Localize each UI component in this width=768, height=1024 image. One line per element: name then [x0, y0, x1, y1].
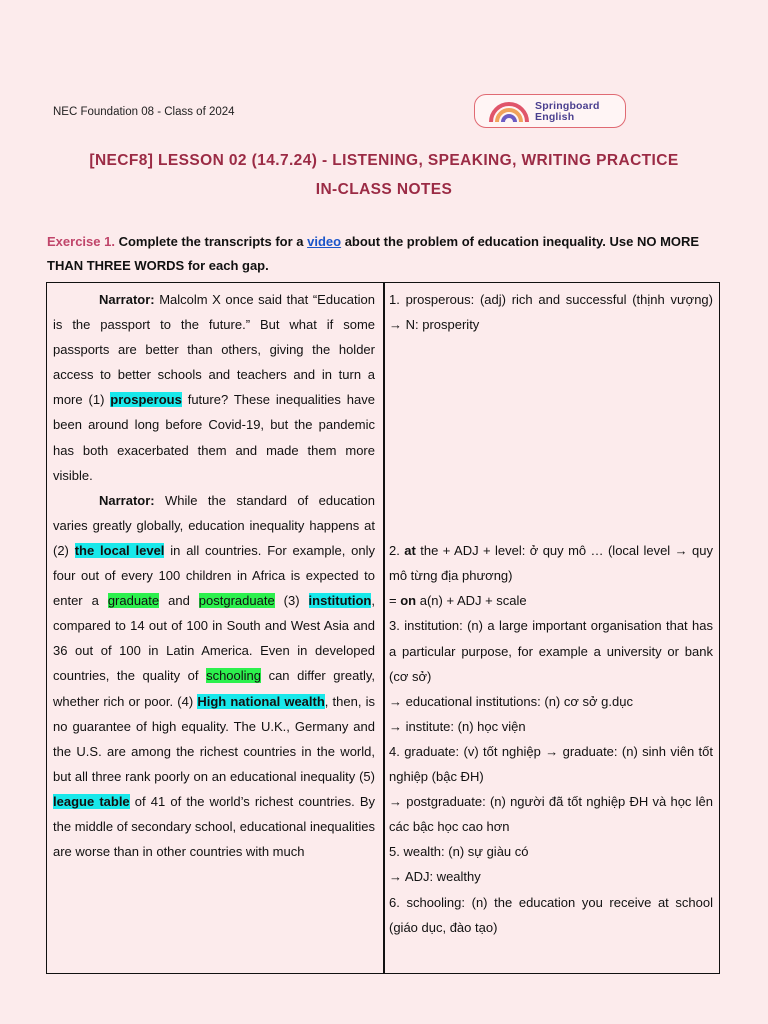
- transcript-text: in all countries. For example, only four out of every 100 children in Africa is expected to enter a: [53, 542, 375, 609]
- note-bold: at: [404, 543, 416, 559]
- note-4: 4. graduate: (v) tốt nghiệp → graduate: (n) sinh viên tốt nghiệp (bậc ĐH): [389, 743, 713, 785]
- exercise-text-2: about the problem of education inequality. Use NO MORE THAN THREE WORDS for each gap.: [47, 234, 700, 273]
- answer-4: High national wealth: [197, 693, 325, 709]
- highlight-postgraduate: postgraduate: [198, 593, 275, 609]
- transcript-paragraph-1: [53, 287, 375, 488]
- speaker-label: Narrator:: [99, 292, 155, 307]
- transcript-paragraph-2: [53, 488, 375, 864]
- notes-table: [46, 282, 720, 974]
- notes-spacer: [389, 337, 713, 538]
- speaker-label: Narrator:: [99, 492, 155, 508]
- column-divider: [383, 283, 385, 973]
- answer-5: league table: [53, 793, 130, 809]
- transcript-text: , then, is no guarantee of high equality. The U.K., Germany and the U.S. are among the richest countries in the world, but all three rank poorly on an educational inequality (5): [53, 693, 375, 784]
- transcript-text: (3): [274, 593, 309, 609]
- exercise-text-1: Complete the transcripts for a: [114, 234, 308, 249]
- note-1: 1. prosperous: (adj) rich and successful (thịnh vượng) → N: prosperity: [389, 292, 713, 333]
- transcript-text: Malcolm X once said that “Education is the passport to the future.” But what if some passports are better than others, giving the holder access to better schools and teachers and in turn a more (1): [53, 292, 375, 408]
- note-5: 5. wealth: (n) sự giàu có: [389, 844, 529, 860]
- logo-line2: English: [535, 111, 575, 123]
- transcript-text: While the standard of education varies greatly globally, education inequality happens at (2): [53, 492, 375, 558]
- logo-line1: Springboard: [535, 100, 600, 112]
- page-title: [0, 146, 768, 204]
- note-text: 2.: [389, 543, 405, 559]
- highlight-schooling: schooling: [206, 668, 262, 684]
- note-text: the + ADJ + level: ở quy mô … (local level → quy mô từng địa phương): [389, 543, 713, 584]
- note-6: 6. schooling: (n) the education you receive at school (giáo dục, đào tạo): [389, 894, 713, 935]
- title-line2: IN-CLASS NOTES: [315, 181, 453, 198]
- exercise-instruction: [47, 230, 720, 278]
- note-4-sub: → postgraduate: (n) người đã tốt nghiệp ĐH và học lên các bậc học cao hơn: [389, 794, 713, 835]
- note-3-sub-1: → educational institutions: (n) cơ sở g.dục: [389, 693, 633, 709]
- answer-2: the local level: [74, 542, 165, 558]
- header-org-text: NEC Foundation 08 - Class of 2024: [53, 106, 235, 118]
- rainbow-logo-icon: [489, 101, 529, 123]
- springboard-logo: [474, 94, 626, 128]
- note-2: [389, 538, 713, 588]
- vocabulary-notes-column: [389, 287, 713, 940]
- title-line1: [NECF8] LESSON 02 (14.7.24) - LISTENING, SPEAKING, WRITING PRACTICE: [89, 152, 679, 169]
- transcript-text: of 41 of the world’s richest countries. By the middle of secondary school, educational inequalities are worse than in other countries with much: [53, 793, 376, 860]
- answer-1: prosperous: [110, 392, 182, 408]
- transcript-text: , compared to 14 out of 100 in South and West Asia and 36 out of 100 in Latin America. Even in developed countries, the quality of: [53, 593, 375, 684]
- answer-3: institution: [308, 593, 372, 609]
- note-text: =: [389, 593, 401, 609]
- note-bold: on: [400, 593, 417, 609]
- note-2-alt: [389, 588, 713, 613]
- transcript-text: and: [159, 593, 199, 609]
- transcript-text: future? These inequalities have been around long before Covid-19, but the pandemic has both exacerbated them and made them more visible.: [53, 392, 375, 483]
- note-3: 3. institution: (n) a large important organisation that has a particular purpose, for example a university or bank (cơ sở): [389, 618, 713, 684]
- transcript-column: [53, 287, 375, 864]
- highlight-graduate: graduate: [107, 593, 160, 609]
- note-3-sub-2: → institute: (n) học viện: [389, 718, 526, 734]
- note-text: a(n) + ADJ + scale: [416, 593, 527, 609]
- transcript-text: can differ greatly, whether rich or poor. (4): [53, 668, 375, 709]
- note-5-sub: → ADJ: wealthy: [389, 869, 481, 885]
- video-link[interactable]: video: [307, 234, 342, 249]
- exercise-label: Exercise 1.: [47, 234, 115, 249]
